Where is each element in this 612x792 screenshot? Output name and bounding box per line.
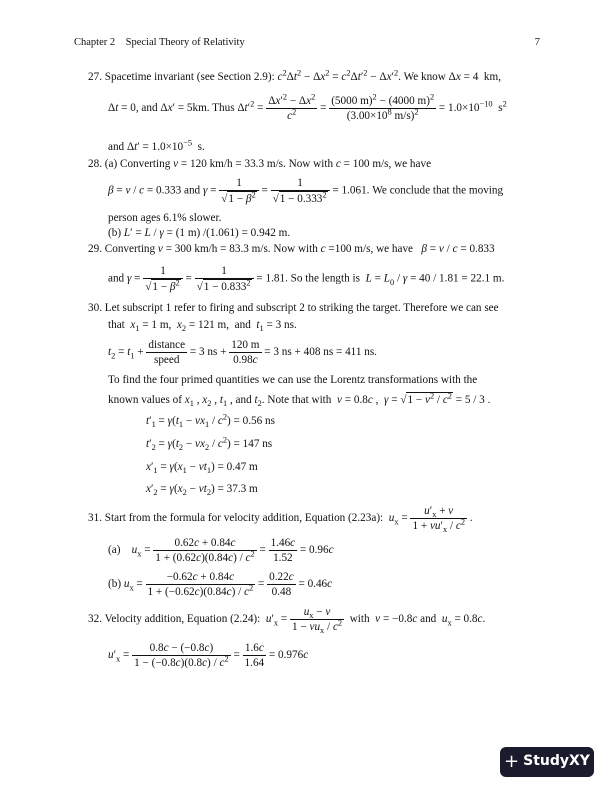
problem-30-line2: that $x_1 = 1$ m, $x_2 = 121$ m, and $t_1 = 3$ ns. [108,319,297,334]
problem-31-part-a: (a) $u_x$ = $\frac{0.62c + 0.84c}{1 + (0.62c)(0.84c) / c^2}$ = $\frac{1.46c}{1.52}$ = 0.96c [108,537,334,564]
problem-30-line5: known values of $x_1$ , $x_2$ , $t_1$ , and $t_2$. Note that with v = 0.8c , $\gamma = √1 - v^2 / c^2 = 5 / 3$ . [108,391,491,409]
problem-32-line1: 32. Velocity addition, Equation (2.24): $u'_x$ = $\frac{u_x - v}{1 - vu_x / c^2}$ with v = −0.8c and $u_x = 0.8c$. [88,606,486,636]
problem-27-line2: Δt = 0, and Δx′ = 5km. Thus $\Delta t'^2$ = $\frac{\Delta x'^2 - \Delta x^2}{c^2}$ = $\frac{(5000 m)^2 - (4000 m)^2}{(3.00\times 10^8 m/s)^2}$ = $1.0\times 10^{-10}$ $s^2$ [108,92,507,122]
running-header [74,36,245,49]
problem-27-line3: and $\Delta t' = 1.0\times 10^{-5}$ s. [108,138,205,153]
problem-27-line1: 27. Spacetime invariant (see Section 2.9): $c^2\Delta t^2 - \Delta x^2 = c^2\Delta t'^2 - \Delta x'^2$. We know Δx = 4 km, [88,68,502,83]
studyxy-logo [500,747,594,777]
chapter-title: Special Theory of Relativity [125,37,245,48]
equation-t2-prime: $t'_2 = \gamma(t_2 - vx_2 / c^2) = 147$ ns [146,435,273,453]
logo-text: StudyXY [523,753,590,770]
page-number: 7 [534,37,540,48]
problem-30-line1: 30. Let subscript 1 refer to firing and subscript 2 to striking the target. Therefore we can see [88,302,499,314]
problem-28-line2: β = v / c = 0.333 and γ = $\frac{1}{√1 - \beta^2}$ = $\frac{1}{√1 - 0.333^2}$ = 1.061. We conclude that the moving [108,177,504,205]
chapter-label: Chapter 2 [74,37,116,48]
equation-t1-prime: $t'_1 = \gamma(t_1 - vx_1 / c^2) = 0.56$ ns [146,412,275,430]
problem-30-line4: To find the four primed quantities we can use the Lorentz transformations with the [108,374,478,386]
problem-29-line2: and γ = $\frac{1}{√1 - \beta^2}$ = $\frac{1}{√1 - 0.833^2}$ = 1.81. So the length is $L = L_0 / \gamma = 40 / 1.81 = 22.1$ m. [108,265,505,293]
problem-32-line2: $u'_x$ = $\frac{0.8c - (-0.8c)}{1 - (-0.8c)(0.8c) / c^2}$ = $\frac{1.6c}{1.64}$ = 0.976c [108,642,309,669]
equation-x2-prime: $x'_2 = \gamma(x_2 - vt_2) = 37.3$ m [146,483,258,498]
plus-icon: + [504,750,520,772]
problem-28-line4: (b) L′ = L / γ = (1 m) /(1.061) = 0.942 m. [108,227,291,239]
problem-29-line1: 29. Converting v = 300 km/h = 83.3 m/s. Now with c =100 m/s, we have β = v / c = 0.833 [88,243,495,255]
problem-31-part-b: (b) $u_x$ = $\frac{-0.62c + 0.84c}{1 + (-0.62c)(0.84c) / c^2}$ = $\frac{0.22c}{0.48}$ = 0.46c [108,571,333,598]
problem-30-line3: $t_2 = t_1$ + $\frac{\text{distance}}{\text{speed}}$ = 3 ns + $\frac{120 m}{0.98c}$ = 3 ns + 408 ns = 411 ns. [108,339,377,366]
problem-31-line1: 31. Start from the formula for velocity addition, Equation (2.23a): $u_x$ = $\frac{u'_x + v}{1 + vu'_x / c^2}$ . [88,505,473,535]
equation-x1-prime: $x'_1 = \gamma(x_1 - vt_1) = 0.47$ m [146,461,258,476]
problem-28-line3: person ages 6.1% slower. [108,212,222,224]
problem-28-line1: 28. (a) Converting v = 120 km/h = 33.3 m/s. Now with c = 100 m/s, we have [88,158,432,170]
